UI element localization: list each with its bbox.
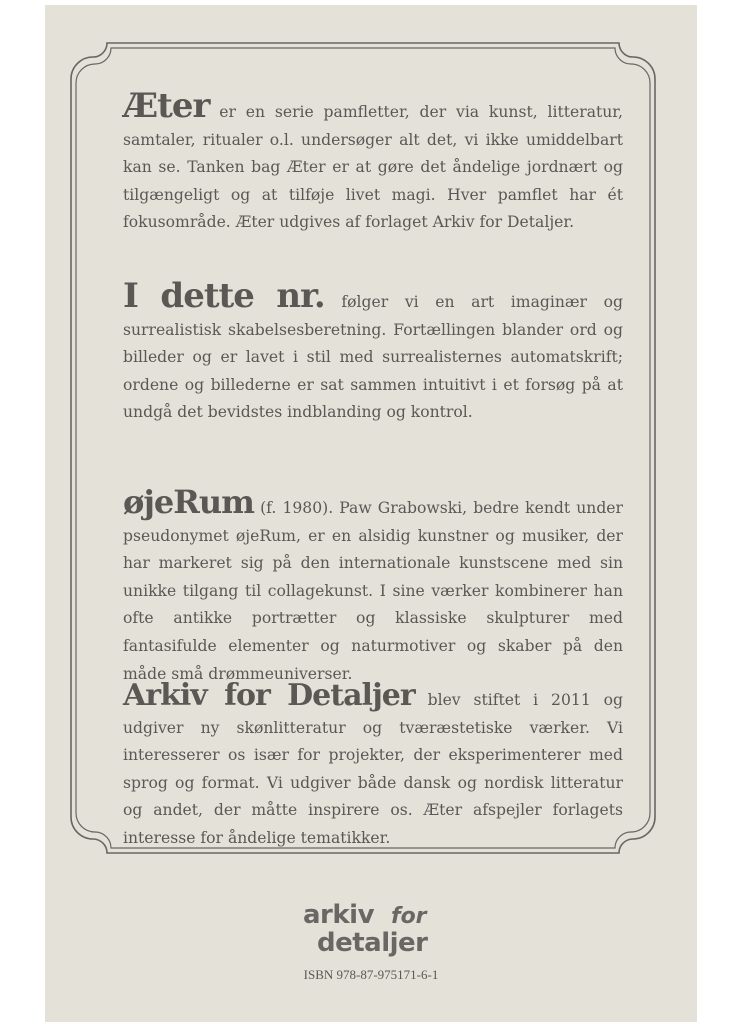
section-aeter <box>123 86 623 237</box>
section-heading-i-dette-nr: I dette nr. <box>123 276 325 316</box>
section-body-i-dette-nr: følger vi en art imaginær og surrealistisk skabelsesberetning. Fortællingen blander ord og billeder og er lavet i stil med surrealisternes automatskrift; ordene og billederne er sat sammen intuitivt i et forsøg på at undgå det bevidstes indblanding og kontrol. <box>123 293 624 422</box>
logo-line-1: arkiv <box>303 900 375 930</box>
section-heading-arkiv: Arkiv for Detaljer <box>123 678 415 713</box>
section-heading-aeter: Æter <box>123 86 210 126</box>
section-body-aeter: er en serie pamfletter, der via kunst, litteratur, samtaler, ritualer o.l. undersøger alt det, vi ikke umiddelbart kan se. Tanken bag Æter er at gøre det åndelige jordnært og tilgængeligt og at tilføje livet magi. Hver pamflet har ét fokusområde. Æter udgives af forlaget Arkiv for Detaljer. <box>123 103 623 232</box>
section-i-dette-nr <box>123 276 624 427</box>
back-cover <box>45 5 697 1022</box>
section-arkiv <box>123 678 623 853</box>
publisher-logo <box>303 900 463 960</box>
section-body-ojerum: (f. 1980). Paw Grabowski, bedre kendt under pseudonymet øjeRum, er en alsidig kunstner og musiker, der har markeret sig på den internationale kunstscene med sin unikke tilgang til collagekunst. I sine værker kombinerer han ofte antikke portrætter og klassiske skulpturer med fantasifulde elementer og naturmotiver og skaber på den måde små drømmeuniverser. <box>123 499 623 683</box>
section-ojerum <box>123 483 623 688</box>
section-body-arkiv: blev stiftet i 2011 og udgiver ny skønlitteratur og tværæstetiske værker. Vi interesserer os især for projekter, der eksperimenterer med sprog og format. Vi udgiver både dansk og nordisk litteratur og andet, der måtte inspirere os. Æter afspejler forlagets interesse for åndelige tematikker. <box>123 691 623 847</box>
logo-line-1-italic: for <box>391 904 427 929</box>
section-heading-ojerum: øjeRum <box>123 483 254 521</box>
isbn: ISBN 978-87-975171-6-1 <box>303 967 439 982</box>
logo-line-2: detaljer <box>317 928 428 958</box>
